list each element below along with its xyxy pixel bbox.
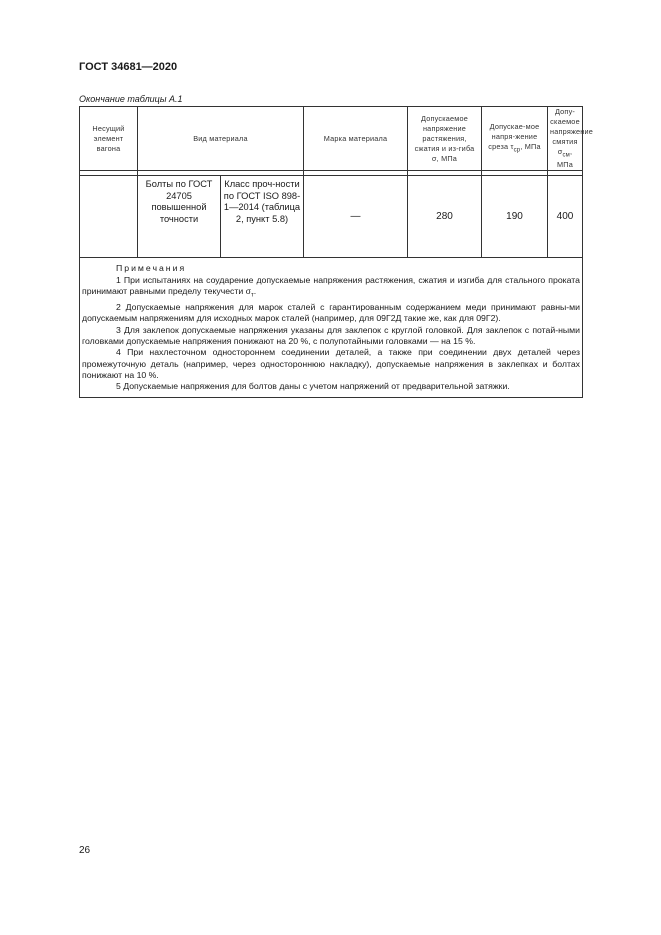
cell-bearing: 400 xyxy=(548,176,583,258)
header-tension: Допускаемое напряжение растяжения, сжатия и из-гиба σ, МПа xyxy=(408,107,482,171)
header-bearing: Допу-скаемое напряжение смятия $\sigma_{см}$, МПа xyxy=(548,107,583,171)
header-shear: Допускае-мое напря-жение среза $\tau_{ср}$, МПа xyxy=(482,107,548,171)
cell-shear: 190 xyxy=(482,176,548,258)
table-caption: Окончание таблицы А.1 xyxy=(79,94,183,104)
note-3: 3 Для заклепок допускаемые напряжения указаны для заклепок с круглой головкой. Для заклепок с потай-ными головками допускаемые напряжения понижают на 20 %, с полупотайными головками — на 15 %. xyxy=(82,324,580,346)
cell-element xyxy=(80,176,138,258)
cell-material-class: Класс проч-ности по ГОСТ ISO 898-1—2014 (таблица 2, пункт 5.8) xyxy=(221,176,304,258)
table-notes-row xyxy=(80,258,583,398)
page-number: 26 xyxy=(79,845,91,856)
header-grade: Марка материала xyxy=(304,107,408,171)
document-code: ГОСТ 34681—2020 xyxy=(79,61,178,73)
table-header-row xyxy=(80,107,583,171)
cell-material-type: Болты по ГОСТ 24705 повышенной точности xyxy=(138,176,221,258)
notes-title: Примечания xyxy=(116,263,187,274)
table-row xyxy=(80,176,583,258)
note-4: 4 При нахлесточном одностороннем соединении деталей, а также при соединении двух деталей через промежуточную деталь (например, через одностороннюю накладку), допускаемые напряжения в заклепках и болтах понижают на 10 %. xyxy=(82,347,580,380)
note-2: 2 Допускаемые напряжения для марок сталей с гарантированным содержанием меди принимают равны-ми допускаемым напряжениям для исходных марок сталей (например, для 09Г2Д такие же, как для 09Г2). xyxy=(82,302,580,324)
note-1: 1 При испытаниях на соударение допускаемые напряжения растяжения, сжатия и изгиба для стального проката принимают равными пределу текучести $\sigma_т$. xyxy=(82,274,580,299)
header-element: Несущий элемент вагона xyxy=(80,107,138,171)
materials-table xyxy=(79,106,594,398)
header-material-type: Вид материала xyxy=(138,107,304,171)
cell-grade: — xyxy=(304,176,408,258)
note-5: 5 Допускаемые напряжения для болтов даны с учетом напряжений от предварительной затяжки. xyxy=(116,381,510,392)
notes-cell xyxy=(80,258,583,398)
cell-tension: 280 xyxy=(408,176,482,258)
